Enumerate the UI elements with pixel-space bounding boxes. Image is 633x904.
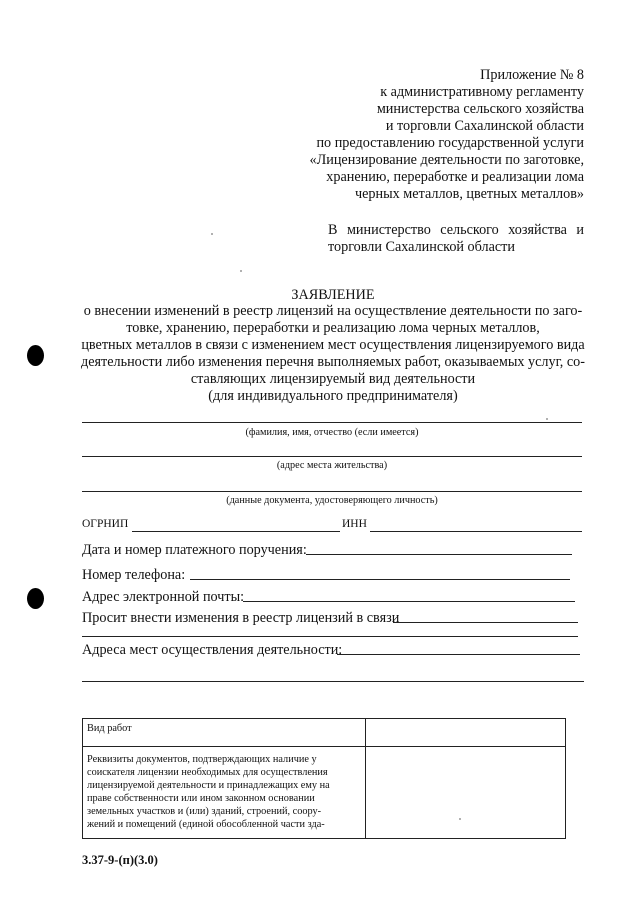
appendix-line: хранению, переработке и реализации лома xyxy=(326,169,584,185)
payment-label: Дата и номер платежного поручения: xyxy=(82,542,307,558)
subtitle-line: деятельности либо изменения перечня выполняемых работ, оказываемых услуг, со- xyxy=(80,354,585,370)
phone-field[interactable] xyxy=(190,566,570,580)
documents-label-line: жений и помещений (единой обособленной части зда- xyxy=(87,819,325,830)
document-subtitle xyxy=(72,303,594,405)
documents-value-cell[interactable] xyxy=(366,747,566,839)
work-type-label-cell xyxy=(83,719,366,747)
form-code: 3.37-9-(п)(3.0) xyxy=(82,853,158,867)
addressee-block xyxy=(328,222,584,256)
appendix-line: и торговли Сахалинской области xyxy=(385,118,584,134)
request-label: Просит внести изменения в реестр лицензий в связи xyxy=(82,610,400,626)
addressee-line: торговли Сахалинской области xyxy=(328,239,515,255)
subtitle-line: ставляющих лицензируемый вид деятельности xyxy=(190,371,476,387)
request-field[interactable] xyxy=(393,609,578,623)
fio-line[interactable] xyxy=(82,422,582,423)
documents-label-line: праве собственности или ином законном основании xyxy=(87,793,315,804)
scan-speck xyxy=(546,418,548,420)
table-row xyxy=(83,747,566,839)
phone-label: Номер телефона: xyxy=(82,567,186,583)
appendix-block xyxy=(254,67,584,203)
payment-field[interactable] xyxy=(306,541,572,555)
documents-label-line: лицензируемой деятельности и принадлежащих ему на xyxy=(87,780,330,791)
ogrnip-label: ОГРНИП xyxy=(82,518,129,530)
documents-label-cell xyxy=(83,747,366,839)
document-line[interactable] xyxy=(82,491,582,492)
addressee-line: В министерство сельского хозяйства и xyxy=(328,222,584,238)
punch-hole-top xyxy=(27,345,44,366)
email-field[interactable] xyxy=(243,588,575,602)
appendix-line: «Лицензирование деятельности по заготовке, xyxy=(309,152,584,168)
ogrnip-field[interactable] xyxy=(132,518,340,532)
locations-field[interactable] xyxy=(337,641,580,655)
appendix-line: по предоставлению государственной услуги xyxy=(316,135,584,151)
documents-label-line: Реквизиты документов, подтверждающих наличие у xyxy=(87,754,317,765)
appendix-line: Приложение № 8 xyxy=(480,67,584,83)
request-field-continuation[interactable] xyxy=(82,636,578,637)
email-label: Адрес электронной почты: xyxy=(82,589,245,605)
address-caption: (адрес места жительства) xyxy=(276,460,388,471)
subtitle-line: (для индивидуального предпринимателя) xyxy=(208,388,458,404)
work-type-label: Вид работ xyxy=(87,723,132,734)
fio-caption: (фамилия, имя, отчество (если имеется) xyxy=(245,427,419,438)
documents-label-line: соискателя лицензии необходимых для осуществления xyxy=(87,767,328,778)
table-row xyxy=(83,719,566,747)
works-table xyxy=(82,718,566,839)
scan-speck xyxy=(240,270,242,272)
inn-field[interactable] xyxy=(370,518,582,532)
appendix-line: министерства сельского хозяйства xyxy=(376,101,584,117)
document-title: ЗАЯВЛЕНИЕ xyxy=(291,287,375,303)
locations-label: Адреса мест осуществления деятельности: xyxy=(82,642,343,658)
document-caption: (данные документа, удостоверяющего личность) xyxy=(226,495,438,506)
punch-hole-bottom xyxy=(27,588,44,609)
subtitle-line: товке, хранению, переработки и реализацию лома черных металлов, xyxy=(126,320,540,336)
locations-field-continuation[interactable] xyxy=(82,681,584,682)
inn-label: ИНН xyxy=(342,518,367,530)
subtitle-line: о внесении изменений в реестр лицензий на осуществление деятельности по заго- xyxy=(83,303,583,319)
scan-speck xyxy=(211,233,213,235)
appendix-line: черных металлов, цветных металлов» xyxy=(355,186,584,202)
subtitle-line: цветных металлов в связи с изменением мест осуществления лицензируемого вида xyxy=(81,337,585,353)
documents-label-line: земельных участков и (или) зданий, строений, соору- xyxy=(87,806,322,817)
appendix-line: к административному регламенту xyxy=(380,84,584,100)
address-line[interactable] xyxy=(82,456,582,457)
work-type-value-cell[interactable] xyxy=(366,719,566,747)
